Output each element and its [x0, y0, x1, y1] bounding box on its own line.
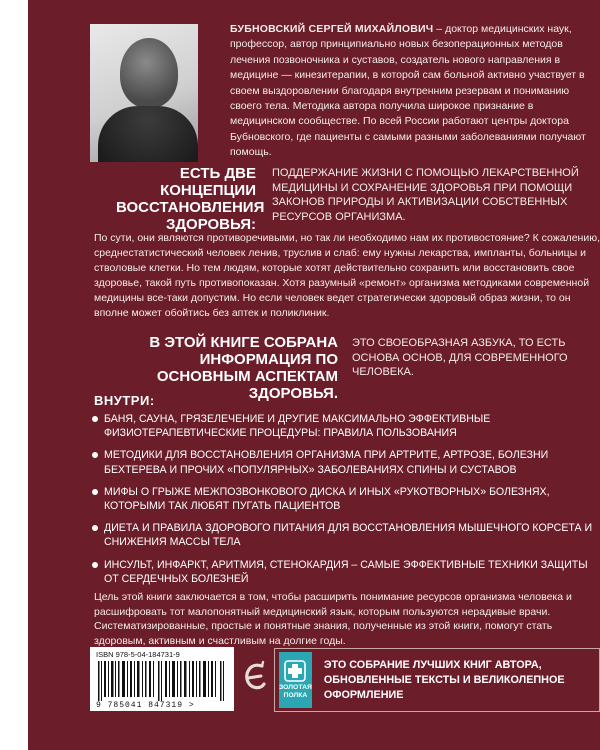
- list-item-text: ИНСУЛЬТ, ИНФАРКТ, АРИТМИЯ, СТЕНОКАРДИЯ – САМЫЕ ЭФФЕКТИВНЫЕ ТЕХНИКИ ЗАЩИТЫ ОТ СЕРДЕЧНЫХ БОЛЕЗНЕЙ: [104, 558, 588, 585]
- author-photo-body: [98, 106, 198, 162]
- bullet-icon: [92, 416, 98, 422]
- inside-list: [88, 412, 598, 594]
- barcode-digits: 9 785041 847319 >: [96, 701, 195, 710]
- list-item: [88, 558, 598, 586]
- list-item: [88, 412, 598, 440]
- author-photo-head: [120, 38, 178, 108]
- list-item-text: МИФЫ О ГРЫЖЕ МЕЖПОЗВОНКОВОГО ДИСКА И ИНЫХ «РУКОТВОРНЫХ» БОЛЕЗНЯХ, КОТОРЫМИ ТАК ЛЮБЯТ ПУГАТЬ ПАЦИЕНТОВ: [104, 485, 550, 513]
- book-subtext: ЭТО СВОЕОБРАЗНАЯ АЗБУКА, ТО ЕСТЬ ОСНОВА ОСНОВ, ДЛЯ СОВРЕМЕННОГО ЧЕЛОВЕКА.: [352, 337, 568, 379]
- bullet-icon: [92, 489, 98, 495]
- isbn-text: ISBN 978-5-04-184731-9: [96, 650, 180, 659]
- author-bio: [230, 22, 600, 161]
- book-back-cover: [28, 0, 600, 750]
- book-heading: В ЭТОЙ КНИГЕ СОБРАНА ИНФОРМАЦИЯ ПО ОСНОВНЫМ АСПЕКТАМ ЗДОРОВЬЯ.: [149, 334, 338, 402]
- list-item: [88, 485, 598, 513]
- barcode-box: [90, 647, 234, 711]
- inside-title: ВНУТРИ:: [94, 393, 155, 408]
- main-paragraph: По сути, они являются противоречивыми, но так ли необходимо нам их противостояние? К сожалению, среднестатистический человек ленив, труслив и слаб: ему нужны лекарства, импланты, больницы и стволовые клетки. Но тем людям, которые хотят действительно сохранить или восстановить свое здоровье, такой путь противопоказан. Хотя разумный «ремонт» организма методиками современной медицины все-таки допустим. Но если человек ведет стратегически здоровый образ жизни, то он вполне может обойтись без аптек и поликлиник.: [94, 232, 600, 320]
- list-item: [88, 448, 598, 476]
- bullet-icon: [92, 562, 98, 568]
- concepts-text: ПОДДЕРЖАНИЕ ЖИЗНИ С ПОМОЩЬЮ ЛЕКАРСТВЕННОЙ МЕДИЦИНЫ И СОХРАНЕНИЕ ЗДОРОВЬЯ ПРИ ПОМОЩИ ЗАКОНОВ ПРИРОДЫ И АКТИВИЗАЦИИ СОБСТВЕННЫХ РЕСУРСОВ ОРГАНИЗМА.: [272, 167, 579, 223]
- series-badge: [279, 652, 312, 708]
- list-item-text: БАНЯ, САУНА, ГРЯЗЕЛЕЧЕНИЕ И ДРУГИЕ МАКСИМАЛЬНО ЭФФЕКТИВНЫЕ ФИЗИОТЕРАПЕВТИЧЕСКИЕ ПРОЦЕДУРЫ: ПРАВИЛА ПОЛЬЗОВАНИЯ: [104, 413, 491, 440]
- author-bio-text: – доктор медицинских наук, профессор, автор принципиально новых безоперационных методов лечения позвоночника и суставов, создатель нового направления в медицине — кинезитерапии, в которой сам больной активно участвует в своем выздоровлении благодаря внутренним резервам и пониманию своего тела. Методика автора получила широкое признание в медицинском сообществе. По всей России работают центры доктора Бубновского, где пациенты с самыми разными заболеваниями получают помощь.: [230, 23, 586, 159]
- concepts-heading: ЕСТЬ ДВЕ КОНЦЕПЦИИ ВОССТАНОВЛЕНИЯ ЗДОРОВЬЯ:: [116, 165, 265, 233]
- list-item: [88, 521, 598, 549]
- publisher-logo-icon: [242, 660, 268, 700]
- author-photo: [90, 24, 198, 162]
- bullet-icon: [92, 525, 98, 531]
- series-badge-label: ЗОЛОТАЯ ПОЛКА: [279, 684, 312, 699]
- medical-cross-icon: [284, 660, 306, 682]
- bullet-icon: [92, 452, 98, 458]
- series-box: [274, 648, 600, 712]
- list-item-text: ДИЕТА И ПРАВИЛА ЗДОРОВОГО ПИТАНИЯ ДЛЯ ВОССТАНОВЛЕНИЯ МЫШЕЧНОГО КОРСЕТА И СНИЖЕНИЯ МАССЫ ТЕЛА: [104, 522, 593, 549]
- list-item-text: МЕТОДИКИ ДЛЯ ВОССТАНОВЛЕНИЯ ОРГАНИЗМА ПРИ АРТРИТЕ, АРТРОЗЕ, БОЛЕЗНИ БЕХТЕРЕВА И ПРОЧИХ «ПОПУЛЯРНЫХ» ЗАБОЛЕВАНИЯХ СПИНЫ И СУСТАВОВ: [104, 449, 549, 476]
- author-name: БУБНОВСКИЙ СЕРГЕЙ МИХАЙЛОВИЧ: [230, 23, 434, 35]
- barcode-icon: [96, 661, 228, 701]
- series-text: ЭТО СОБРАНИЕ ЛУЧШИХ КНИГ АВТОРА, ОБНОВЛЕННЫЕ ТЕКСТЫ И ВЕЛИКОЛЕПНОЕ ОФОРМЛЕНИЕ: [323, 658, 565, 701]
- outro-paragraph: Цель этой книги заключается в том, чтобы расширить понимание ресурсов организма человека и расшифровать тот малопонятный медицинский язык, которым пользуются нерадивые врачи. Систематизированные, простые и понятные знания, полученные из этой книги, помогут стать здоровым, активным и счастливым на долгие годы.: [94, 591, 572, 648]
